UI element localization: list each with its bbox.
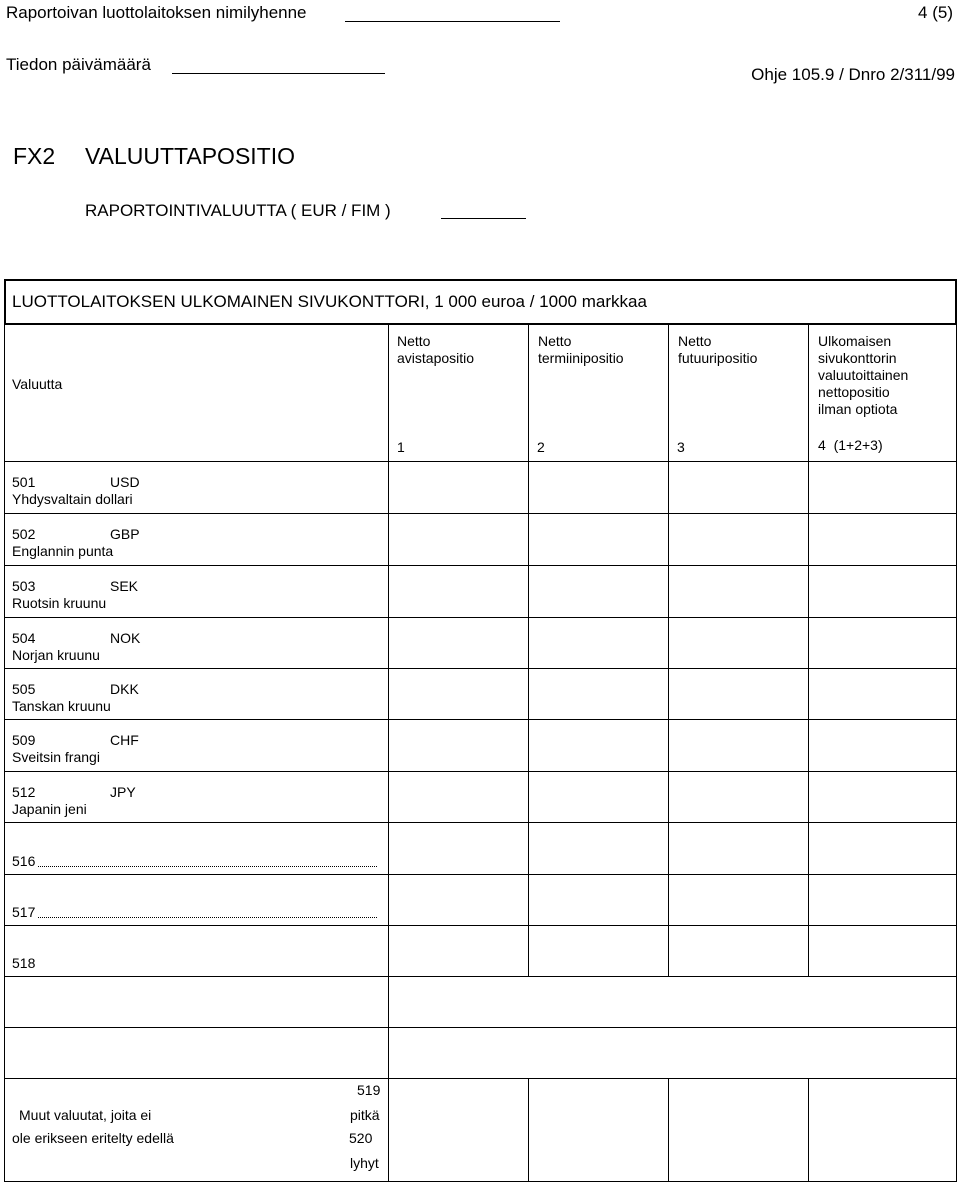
row-code: 503 <box>12 578 36 594</box>
row-line <box>4 461 957 462</box>
row-line <box>4 771 957 772</box>
column-line <box>528 1078 529 1182</box>
row-code-517: 517 <box>12 904 36 920</box>
row-line <box>4 925 957 926</box>
table-right-border <box>956 325 957 1182</box>
row-line <box>4 1027 957 1028</box>
other-currencies-label-line2: ole erikseen eritelty edellä <box>12 1130 174 1146</box>
row-name: Japanin jeni <box>12 801 87 817</box>
row-code: 501 <box>12 474 36 490</box>
page-number: 4 (5) <box>918 3 953 22</box>
row-line <box>4 668 957 669</box>
form-code: FX2 <box>13 143 56 169</box>
instruction-reference: Ohje 105.9 / Dnro 2/311/99 <box>751 65 955 84</box>
row-line <box>4 617 957 618</box>
form-title: VALUUTTAPOSITIO <box>85 143 296 169</box>
reporting-currency-input-line[interactable] <box>441 218 526 219</box>
row-iso: GBP <box>110 526 140 542</box>
row-code: 512 <box>12 784 36 800</box>
column-number-1: 1 <box>397 439 405 455</box>
row-name: Ruotsin kruunu <box>12 595 107 611</box>
column-number-3: 3 <box>677 439 685 455</box>
row-name: Sveitsin frangi <box>12 749 100 765</box>
row-name: Englannin punta <box>12 543 114 559</box>
row-code: 502 <box>12 526 36 542</box>
column-line <box>808 1078 809 1182</box>
row-line <box>4 1078 957 1079</box>
row-line <box>4 976 957 977</box>
row-name: Tanskan kruunu <box>12 698 111 714</box>
long-label: pitkä <box>350 1107 380 1123</box>
long-code: 519 <box>357 1082 381 1098</box>
row-iso: SEK <box>110 578 139 594</box>
section-title: LUOTTOLAITOKSEN ULKOMAINEN SIVUKONTTORI, 1 000 euroa / 1000 markkaa <box>12 292 647 311</box>
row-iso: USD <box>110 474 140 490</box>
row-code: 504 <box>12 630 36 646</box>
row-code-518: 518 <box>12 955 36 971</box>
row-line <box>4 874 957 875</box>
other-currencies-label-line1: Muut valuutat, joita ei <box>19 1107 152 1123</box>
row-iso: DKK <box>110 681 139 697</box>
column-line <box>668 325 669 976</box>
institution-label: Raportoivan luottolaitoksen nimilyhenne <box>6 3 307 22</box>
short-label: lyhyt <box>350 1155 379 1171</box>
column-header-termiini: Netto termiinipositio <box>538 333 624 366</box>
row-name: Norjan kruunu <box>12 647 100 663</box>
row-code: 509 <box>12 732 36 748</box>
row-line <box>4 822 957 823</box>
date-label: Tiedon päivämäärä <box>6 55 151 74</box>
currency-entry-line-516[interactable] <box>38 866 377 867</box>
short-code: 520 <box>349 1130 373 1146</box>
column-header-futuuri: Netto futuuripositio <box>678 333 758 366</box>
currency-entry-line-517[interactable] <box>38 917 377 918</box>
column-line <box>668 1078 669 1182</box>
row-iso: JPY <box>110 784 136 800</box>
row-line <box>4 565 957 566</box>
row-line <box>4 719 957 720</box>
column-header-avista: Netto avistapositio <box>397 333 475 366</box>
column-number-2: 2 <box>537 439 545 455</box>
reporting-currency-label: RAPORTOINTIVALUUTTA ( EUR / FIM ) <box>85 201 391 220</box>
row-code: 505 <box>12 681 36 697</box>
column-line <box>388 325 389 1182</box>
row-iso: NOK <box>110 630 141 646</box>
table-left-border <box>4 325 5 1182</box>
row-iso: CHF <box>110 732 139 748</box>
institution-input-line[interactable] <box>345 21 560 22</box>
column-number-4: 4 (1+2+3) <box>818 437 883 453</box>
currency-column-header: Valuutta <box>12 376 63 392</box>
date-input-line[interactable] <box>172 73 385 74</box>
column-header-total: Ulkomaisen sivukonttorin valuutoittainen nettopositio ilman optiota <box>818 333 909 417</box>
row-line <box>4 513 957 514</box>
table-bottom-border <box>4 1181 957 1182</box>
row-code-516: 516 <box>12 853 36 869</box>
row-name: Yhdysvaltain dollari <box>12 491 133 507</box>
column-line <box>808 325 809 976</box>
column-line <box>528 325 529 976</box>
